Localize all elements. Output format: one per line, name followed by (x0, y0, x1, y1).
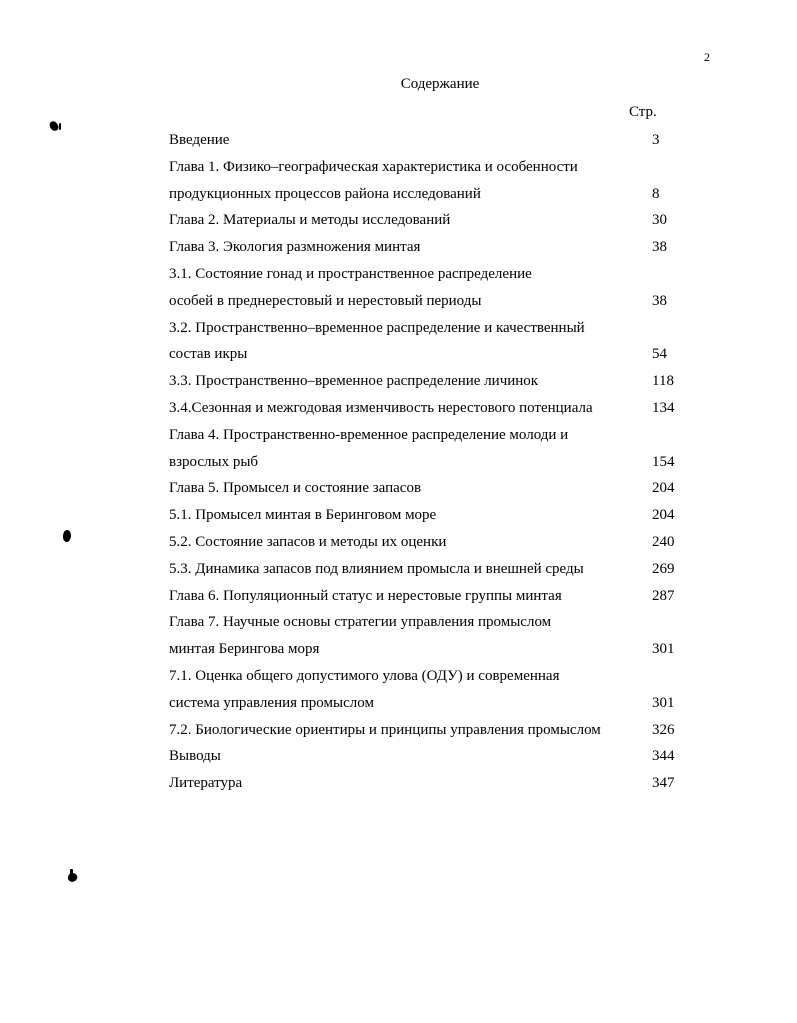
toc-entry-page: 344 (652, 748, 675, 765)
toc-entry-page: 38 (652, 292, 667, 309)
toc-entry-text: 3.4.Сезонная и межгодовая изменчивость нерестового потенциала (169, 399, 593, 416)
toc-entry-text: 3.2. Пространственно–временное распределение и качественный (169, 319, 585, 336)
toc-entry-text: 5.1. Промысел минтая в Беринговом море (169, 507, 437, 524)
toc-entry (169, 207, 689, 234)
toc-entry-text: 3.3. Пространственно–временное распределение личинок (169, 373, 539, 390)
toc-entry (169, 609, 689, 663)
toc-entry-text: 5.3. Динамика запасов под влиянием промысла и внешней среды (169, 560, 584, 577)
toc-entry (169, 556, 689, 583)
toc-entry-text: система управления промыслом (169, 694, 374, 711)
toc-entry-text: Глава 5. Промысел и состояние запасов (169, 480, 422, 497)
toc-entry-text: взрослых рыб (169, 453, 259, 470)
toc-title: Содержание (400, 76, 480, 92)
toc-entry-text: 3.1. Состояние гонад и пространственное распределение (169, 265, 532, 282)
toc-entry-text: 7.1. Оценка общего допустимого улова (ОДУ) и современная (169, 667, 560, 684)
toc-entry (169, 422, 689, 476)
toc-entry (169, 234, 689, 261)
toc-entry (169, 583, 689, 610)
scan-speck (49, 120, 60, 132)
toc-entry-page: 8 (652, 185, 660, 202)
toc-entry (169, 529, 689, 556)
toc-entry-text: минтая Берингова моря (169, 641, 320, 658)
toc-entry (169, 475, 689, 502)
toc-entry-page: 301 (652, 694, 675, 711)
toc-entry-text: 5.2. Состояние запасов и методы их оценки (169, 533, 447, 550)
toc-entry-text: Глава 7. Научные основы стратегии управления промыслом (169, 614, 552, 631)
table-of-contents (169, 127, 689, 797)
toc-entry-page: 154 (652, 453, 675, 470)
toc-entry-text: продукционных процессов района исследований (169, 185, 481, 202)
toc-entry (169, 663, 689, 717)
page-number: 2 (704, 50, 710, 64)
toc-entry (169, 502, 689, 529)
toc-entry-text: Литература (169, 775, 243, 792)
toc-entry-page: 204 (652, 507, 675, 524)
toc-entry (169, 368, 689, 395)
toc-entry-page: 347 (652, 775, 675, 792)
toc-entry-page: 240 (652, 533, 675, 550)
toc-entry (169, 395, 689, 422)
toc-entry (169, 261, 689, 315)
toc-entry-text: Глава 1. Физико–географическая характеристика и особенности (169, 158, 578, 175)
toc-entry-text: Глава 2. Материалы и методы исследований (169, 212, 451, 229)
scan-speck (70, 869, 73, 875)
scan-speck (63, 530, 71, 542)
toc-entry-page: 134 (652, 399, 675, 416)
toc-entry (169, 127, 689, 154)
toc-entry (169, 717, 689, 744)
toc-entry (169, 315, 689, 369)
toc-entry-text: 7.2. Биологические ориентиры и принципы управления промыслом (169, 721, 601, 738)
toc-entry-text: Выводы (169, 748, 221, 765)
toc-entry-page: 3 (652, 132, 660, 148)
toc-entry-page: 326 (652, 721, 675, 738)
toc-entry (169, 743, 689, 770)
toc-entry-page: 301 (652, 641, 675, 658)
toc-entry-page: 30 (652, 212, 667, 229)
toc-entry-text: Глава 6. Популяционный статус и нерестовые группы минтая (169, 587, 562, 604)
scan-speck (59, 123, 61, 130)
pages-column-header: Стр. (629, 104, 657, 120)
toc-entry-page: 269 (652, 560, 675, 577)
toc-entry-page: 38 (652, 239, 667, 256)
toc-entry-text: состав икры (169, 346, 248, 363)
toc-entry (169, 770, 689, 797)
toc-entry-text: особей в преднерестовый и нерестовый периоды (169, 292, 482, 309)
toc-entry-page: 287 (652, 587, 675, 604)
toc-entry-text: Глава 4. Пространственно-временное распределение молоди и (169, 426, 569, 443)
toc-entry-text: Введение (169, 132, 230, 148)
toc-entry-page: 118 (652, 373, 674, 390)
toc-entry-page: 54 (652, 346, 667, 363)
toc-entry (169, 154, 689, 208)
toc-entry-text: Глава 3. Экология размножения минтая (169, 239, 421, 256)
toc-entry-page: 204 (652, 480, 675, 497)
